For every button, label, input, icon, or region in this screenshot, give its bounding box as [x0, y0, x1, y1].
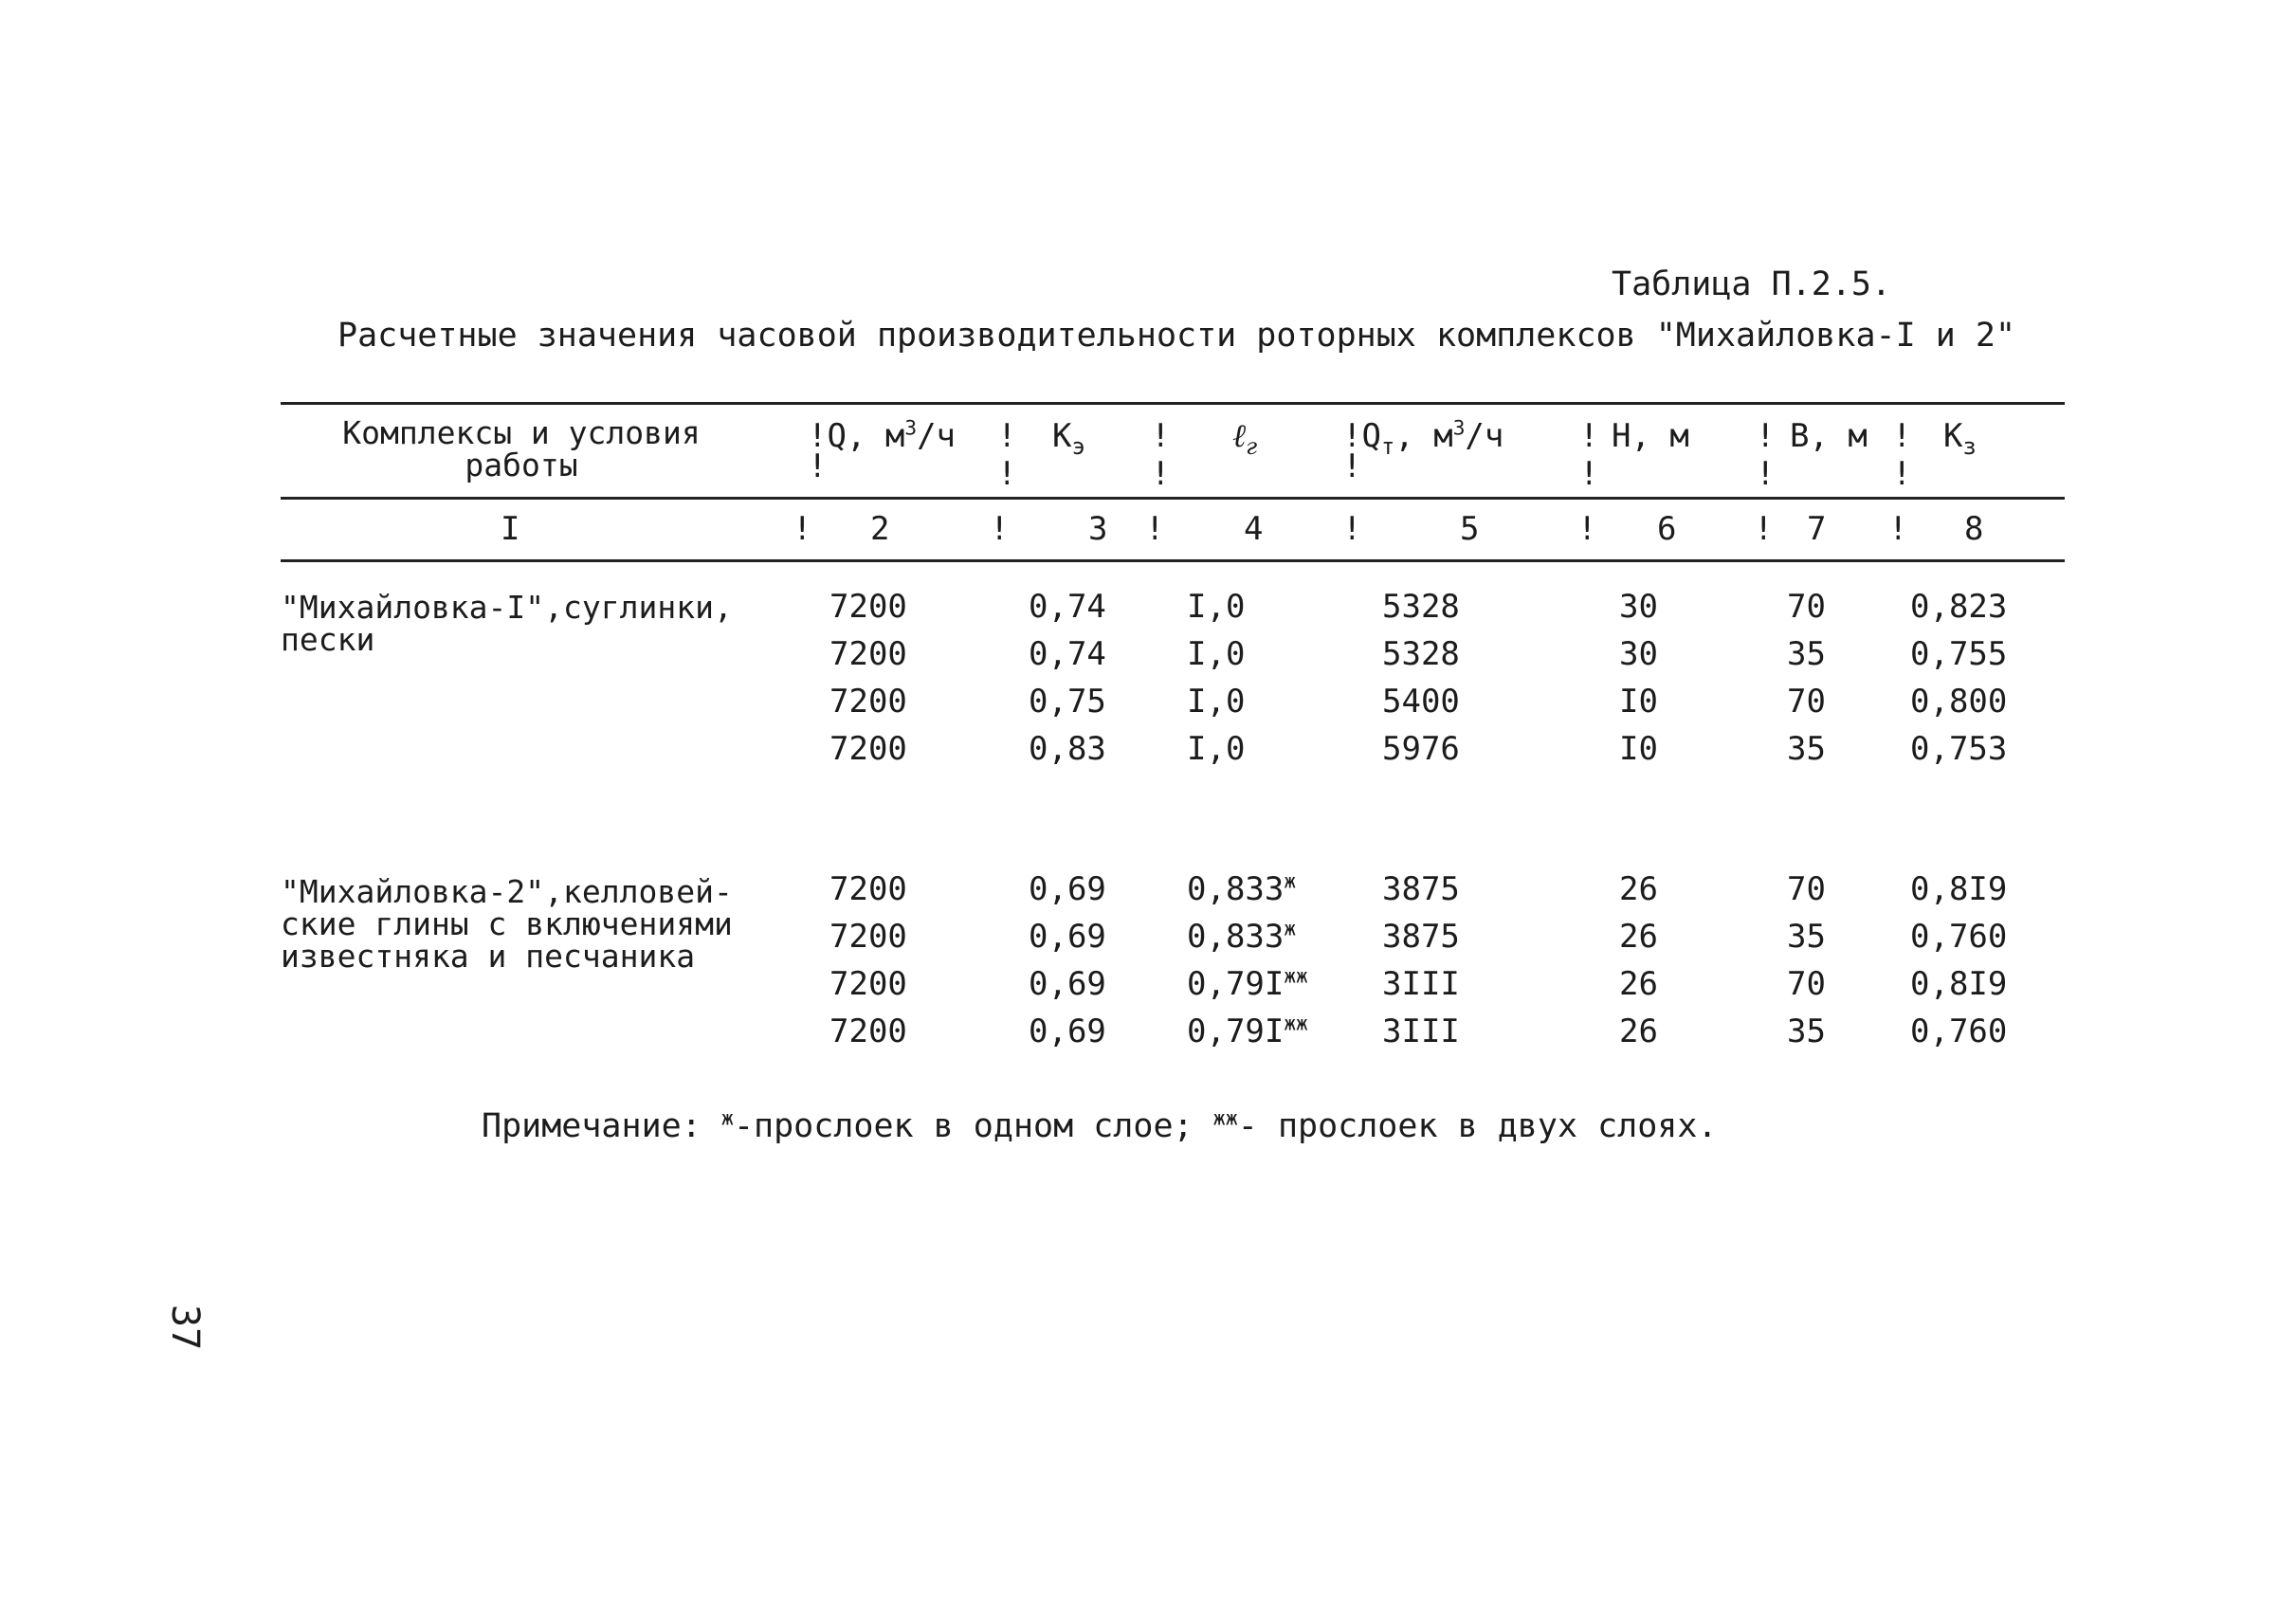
header-q-sup: 3 [904, 415, 918, 440]
header-separator: ! ! [997, 417, 1017, 493]
table-cell: 70 [1787, 870, 1826, 908]
header-separator: ! ! [1151, 417, 1171, 493]
table-cell [1187, 1013, 1308, 1050]
header-lg-label: ℓ [1232, 417, 1247, 455]
table-cell: 0,83 [1029, 730, 1106, 768]
note-mark-1: ж [720, 1106, 734, 1131]
table-cell: 0,800 [1910, 683, 2008, 721]
table-cell: 26 [1619, 965, 1658, 1003]
column-number-3: 3 [1088, 510, 1108, 548]
header-qt-sub: т [1380, 432, 1395, 460]
table-cell: 7200 [829, 918, 907, 956]
column-number-separator: ! [1754, 510, 1774, 548]
header-qt-separator: ! [1342, 417, 1362, 455]
table-cell: I0 [1619, 683, 1658, 721]
table-cell-value: 0,833 [1187, 870, 1285, 908]
table-cell: 0,755 [1910, 635, 2008, 673]
header-qt-label: Q [1361, 417, 1381, 455]
column-number-8: 8 [1964, 510, 1984, 548]
header-separator: ! [808, 447, 828, 485]
header-lg [1232, 417, 1258, 460]
table-cell: 5976 [1382, 730, 1460, 768]
note-mark-2: жж [1212, 1106, 1238, 1131]
table-cell: I,0 [1187, 588, 1246, 626]
table-cell: 30 [1619, 635, 1658, 673]
table-cell: 0,74 [1029, 635, 1106, 673]
table-cell: 3III [1382, 1013, 1460, 1050]
table-label: Таблица П.2.5. [1612, 265, 1892, 303]
column-number-separator: ! [793, 510, 812, 548]
table-cell: 3875 [1382, 870, 1460, 908]
table-cell: 5400 [1382, 683, 1460, 721]
header-qt [1342, 415, 1504, 460]
table-cell: 7200 [829, 588, 907, 626]
header-separator: ! ! [1579, 417, 1599, 493]
table-cell: 0,69 [1029, 870, 1106, 908]
page-number: 37 [163, 1305, 207, 1351]
table-cell: 3875 [1382, 918, 1460, 956]
column-number-7: 7 [1807, 510, 1827, 548]
table-cell: 30 [1619, 588, 1658, 626]
table-cell: I,0 [1187, 730, 1246, 768]
table-cell [1187, 965, 1308, 1003]
header-ke-sub: э [1071, 432, 1085, 460]
table-cell: 0,75 [1029, 683, 1106, 721]
table-cell: 35 [1787, 918, 1826, 956]
table-cell: 0,69 [1029, 918, 1106, 956]
table-cell: I,0 [1187, 683, 1246, 721]
header-complexes: Комплексы и условия работы [342, 414, 701, 484]
header-bottom-rule [281, 497, 2065, 500]
table-cell: 7200 [829, 1013, 907, 1050]
table-cell: 35 [1787, 635, 1826, 673]
group-label-mikhailovka-1: "Михайловка-I",суглинки, пески [281, 589, 733, 658]
table-cell: 0,753 [1910, 730, 2008, 768]
note-prefix: Примечание: [482, 1107, 721, 1145]
footnote-mark: ж [1284, 916, 1297, 940]
header-separator: ! ! [1892, 417, 1912, 493]
table-cell: 70 [1787, 683, 1826, 721]
table-cell: I,0 [1187, 635, 1246, 673]
column-number-separator: ! [1342, 510, 1362, 548]
footnote-mark: жж [1284, 1011, 1308, 1035]
header-ke-label: К [1052, 417, 1072, 455]
column-number-5: 5 [1460, 510, 1480, 548]
header-separator: ! ! [1756, 417, 1776, 493]
header-kz [1943, 417, 1977, 460]
table-cell: 0,69 [1029, 965, 1106, 1003]
header-qt-tail2: /ч [1465, 417, 1504, 455]
table-cell: 7200 [829, 965, 907, 1003]
group-label-mikhailovka-2: "Михайловка-2",келловей- ские глины с включениями известняка и песчаника [281, 873, 733, 975]
column-number-1: I [501, 510, 520, 548]
table-cell: 0,69 [1029, 1013, 1106, 1050]
table-cell: 7200 [829, 635, 907, 673]
table-cell: 0,8I9 [1910, 870, 2008, 908]
header-ke [1052, 417, 1085, 460]
table-cell-value: 0,79I [1187, 965, 1285, 1003]
table-title: Расчетные значения часовой производительности роторных комплексов "Михайловка-I и 2" [337, 317, 2016, 355]
table-cell: 35 [1787, 1013, 1826, 1050]
footnote-mark: ж [1284, 868, 1297, 893]
table-cell-value: 0,79I [1187, 1013, 1285, 1050]
header-q [808, 417, 956, 455]
table-cell: 0,8I9 [1910, 965, 2008, 1003]
table-cell: 3III [1382, 965, 1460, 1003]
table-cell: 5328 [1382, 635, 1460, 673]
header-q-tail: /ч [917, 417, 957, 455]
table-cell: 0,74 [1029, 588, 1106, 626]
header-kz-label: К [1943, 417, 1963, 455]
column-number-separator: ! [990, 510, 1010, 548]
note-text-1: -прослоек в одном слое; [733, 1107, 1213, 1145]
header-q-label: Q, м [827, 417, 905, 455]
table-cell: 70 [1787, 965, 1826, 1003]
table-cell: 26 [1619, 1013, 1658, 1050]
table-cell: 7200 [829, 730, 907, 768]
table-note [482, 1107, 1718, 1145]
column-number-4: 4 [1244, 510, 1264, 548]
table-top-rule [281, 402, 2065, 405]
table-cell: 0,760 [1910, 918, 2008, 956]
column-number-6: 6 [1657, 510, 1677, 548]
header-lg-sub: г [1246, 432, 1258, 460]
table-cell-value: 0,833 [1187, 918, 1285, 956]
footnote-mark: жж [1284, 963, 1308, 988]
header-separator: ! [1342, 447, 1362, 485]
table-cell: 70 [1787, 588, 1826, 626]
table-cell [1187, 870, 1296, 908]
column-numbers-rule [281, 559, 2065, 562]
header-b: В, м [1790, 417, 1868, 455]
header-q-separator: ! [808, 417, 828, 455]
table-cell [1187, 918, 1296, 956]
table-cell: 7200 [829, 683, 907, 721]
header-qt-tail: , м [1394, 417, 1453, 455]
column-number-separator: ! [1577, 510, 1597, 548]
column-number-separator: ! [1145, 510, 1165, 548]
table-cell: I0 [1619, 730, 1658, 768]
table-cell: 7200 [829, 870, 907, 908]
header-kz-sub: з [1962, 432, 1977, 460]
table-cell: 5328 [1382, 588, 1460, 626]
table-cell: 0,823 [1910, 588, 2008, 626]
note-text-2: - прослоек в двух слоях. [1237, 1107, 1718, 1145]
table-cell: 0,760 [1910, 1013, 2008, 1050]
column-number-2: 2 [870, 510, 890, 548]
header-qt-sup: 3 [1452, 415, 1466, 440]
header-h: Н, м [1612, 417, 1689, 455]
column-number-separator: ! [1888, 510, 1908, 548]
table-cell: 35 [1787, 730, 1826, 768]
table-cell: 26 [1619, 870, 1658, 908]
table-cell: 26 [1619, 918, 1658, 956]
